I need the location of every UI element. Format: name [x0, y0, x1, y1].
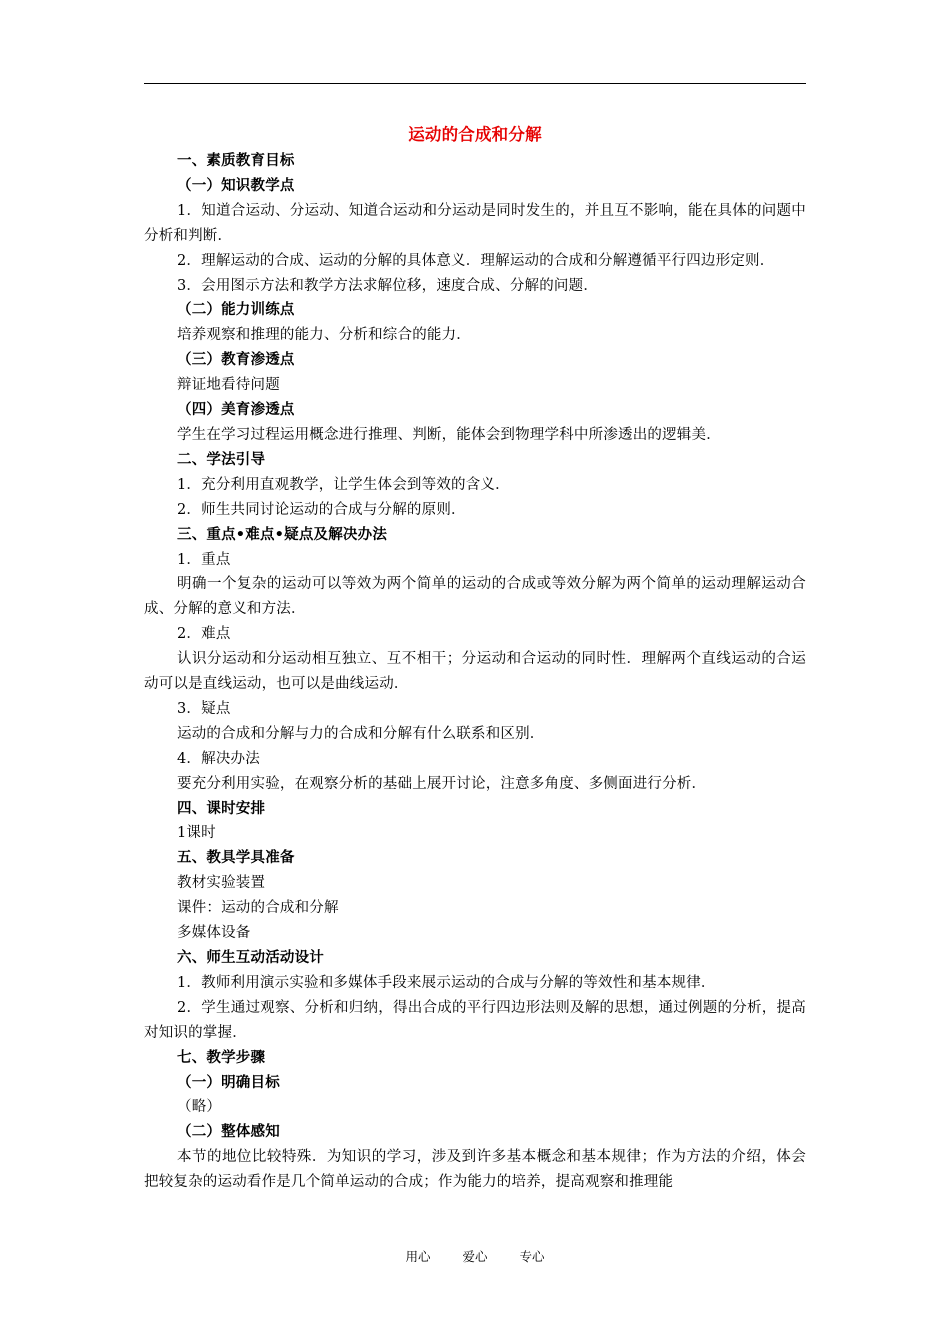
subsection-heading: （二）整体感知 — [177, 1124, 280, 1141]
paragraph: 1．充分利用直观教学，让学生体会到等效的含义． — [177, 476, 510, 493]
paragraph: 辩证地看待问题 — [177, 377, 280, 394]
paragraph: 3．会用图示方法和教学方法求解位移，速度合成、分解的问题． — [177, 277, 599, 294]
item-label: 3．疑点 — [177, 700, 231, 717]
section-heading: 四、课时安排 — [177, 800, 266, 817]
page-footer — [0, 1247, 950, 1265]
section-heading: 一、素质教育目标 — [177, 153, 295, 169]
paragraph: 认识分运动和分运动相互独立、互不相干；分运动和合运动的同时性．理解两个直线运动的合运动可以是直线运动，也可以是曲线运动． — [144, 651, 806, 693]
paragraph: （略） — [177, 1099, 222, 1116]
item-label: 4．解决办法 — [177, 750, 260, 767]
document-body — [144, 122, 806, 1195]
section-heading: 三、重点•难点•疑点及解决办法 — [177, 526, 388, 543]
paragraph: 运动的合成和分解与力的合成和分解有什么联系和区别． — [177, 725, 545, 742]
paragraph: 2．学生通过观察、分析和归纳，得出合成的平行四边形法则及解的思想，通过例题的分析，提高对知识的掌握． — [144, 999, 806, 1041]
subsection-heading: （一）明确目标 — [177, 1074, 280, 1091]
subsection-heading: （一）知识教学点 — [177, 177, 295, 194]
footer-text: 专心 — [519, 1249, 545, 1264]
subsection-heading: （二）能力训练点 — [177, 302, 295, 319]
footer-text: 用心 — [405, 1249, 431, 1264]
subsection-heading: （四）美育渗透点 — [177, 402, 295, 419]
paragraph: 1．知道合运动、分运动、知道合运动和分运动是同时发生的，并且互不影响，能在具体的问题中分析和判断． — [144, 202, 806, 244]
section-heading: 二、学法引导 — [177, 451, 266, 468]
paragraph: 培养观察和推理的能力、分析和综合的能力． — [177, 327, 471, 344]
subsection-heading: （三）教育渗透点 — [177, 352, 295, 369]
paragraph: 2．师生共同讨论运动的合成与分解的原则． — [177, 501, 466, 518]
paragraph: 教材实验装置 — [177, 875, 266, 892]
paragraph: 多媒体设备 — [177, 925, 251, 942]
footer-text: 爱心 — [462, 1249, 488, 1264]
paragraph: 1．教师利用演示实验和多媒体手段来展示运动的合成与分解的等效性和基本规律． — [177, 974, 716, 991]
paragraph: 1课时 — [177, 825, 216, 842]
paragraph: 本节的地位比较特殊．为知识的学习，涉及到许多基本概念和基本规律；作为方法的介绍，体会把较复杂的运动看作是几个简单运动的合成；作为能力的培养，提高观察和推理能 — [144, 1149, 806, 1191]
document-title: 运动的合成和分解 — [408, 125, 542, 144]
paragraph: 学生在学习过程运用概念进行推理、判断，能体会到物理学科中所渗透出的逻辑美． — [177, 426, 721, 443]
section-heading: 六、师生互动活动设计 — [177, 950, 324, 966]
header-rule — [144, 83, 806, 84]
section-heading: 七、教学步骤 — [177, 1049, 266, 1066]
item-label: 2．难点 — [177, 626, 231, 643]
paragraph: 明确一个复杂的运动可以等效为两个简单的运动的合成或等效分解为两个简单的运动理解运动合成、分解的意义和方法． — [144, 576, 806, 618]
paragraph: 2．理解运动的合成、运动的分解的具体意义．理解运动的合成和分解遵循平行四边形定则． — [177, 252, 775, 269]
paragraph: 要充分利用实验，在观察分析的基础上展开讨论，注意多角度、多侧面进行分析． — [177, 775, 707, 792]
section-heading: 五、教具学具准备 — [177, 850, 295, 867]
paragraph: 课件：运动的合成和分解 — [177, 900, 339, 917]
item-label: 1．重点 — [177, 551, 231, 568]
